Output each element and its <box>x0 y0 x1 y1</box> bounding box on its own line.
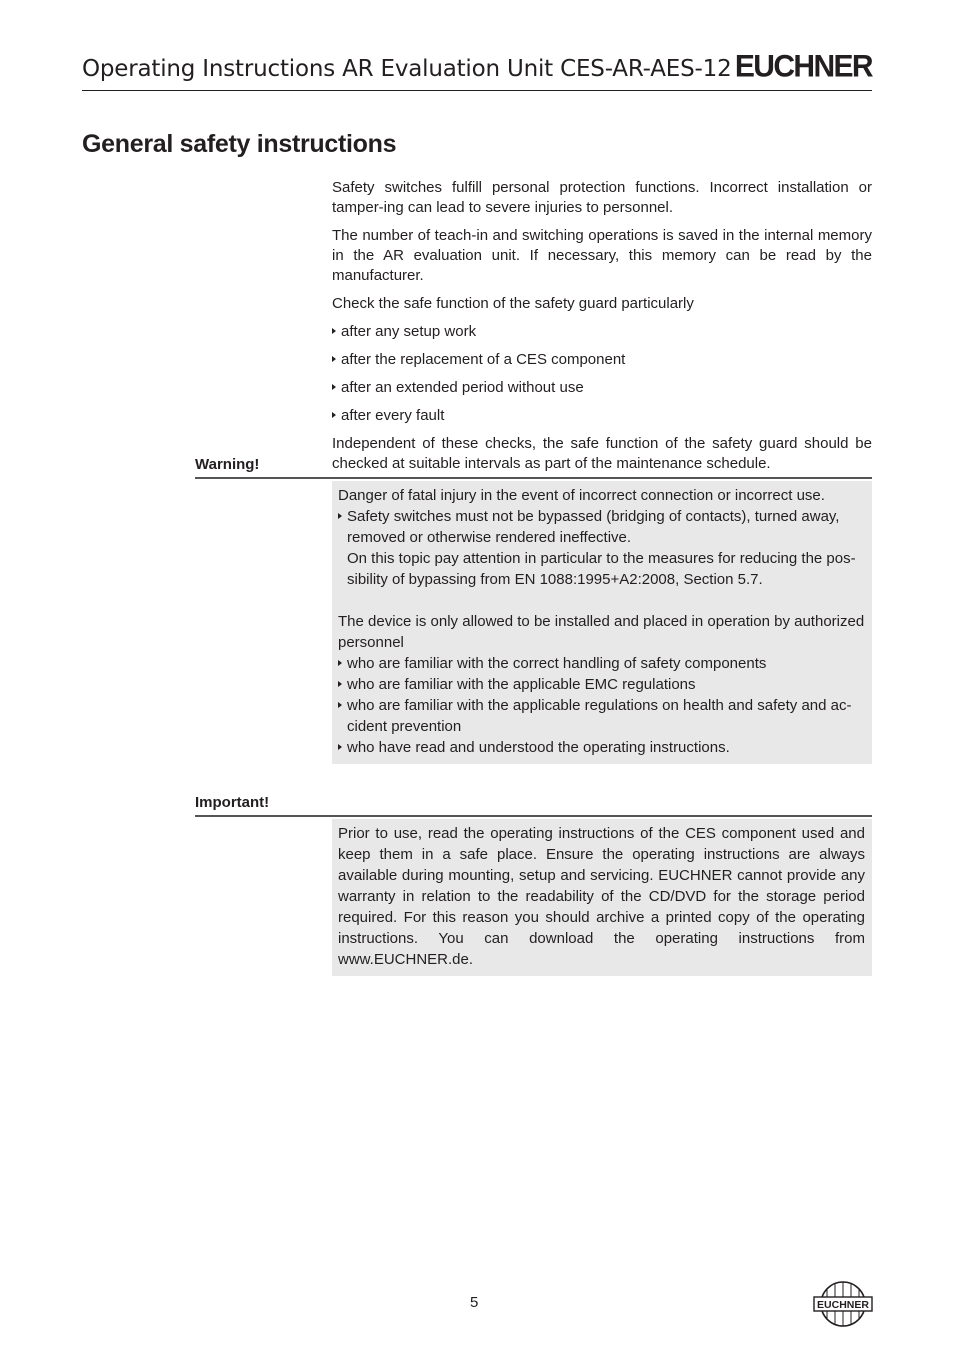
intro-text <box>332 178 872 482</box>
important-label: Important! <box>195 794 270 811</box>
warning-box <box>332 481 872 764</box>
euchner-seal-logo <box>813 1280 873 1328</box>
important-text: Prior to use, read the operating instructions of the CES component used and keep them in a safe place. Ensure the operating instructions are always available during mounting, setup and servicing. EUCHNER cannot provide any warranty in relation to the readability of the CD/DVD for the storage period required. For this reason you should archive a printed copy of the operating instructions. You can download the operating instructions from www.EUCHNER.de. <box>338 825 865 968</box>
warning-line-2: The device is only allowed to be installed and placed in operation by authorized personnel <box>338 613 865 651</box>
important-box <box>332 819 872 976</box>
section-title: General safety instructions <box>82 130 397 158</box>
seal-text: EUCHNER <box>817 1299 869 1311</box>
intro-paragraph-2: The number of teach-in and switching operations is saved in the internal memory in the AR evaluation unit. If necessary, this memory can be read by the manufacturer. <box>332 227 872 284</box>
warning-list-item: who are familiar with the applicable regulations on health and safety and ac-cident prevention <box>338 695 865 737</box>
intro-paragraph-4: Independent of these checks, the safe function of the safety guard should be checked at suitable intervals as part of the maintenance schedule. <box>332 435 872 472</box>
bullet-triangle-icon <box>338 513 342 519</box>
document-title: Operating Instructions AR Evaluation Unit CES-AR-AES-12 <box>82 56 732 82</box>
warning-list-item: who are familiar with the applicable EMC regulations <box>338 674 865 695</box>
check-list-item: after the replacement of a CES component <box>332 350 872 370</box>
warning-list-item: who are familiar with the correct handling of safety components <box>338 653 865 674</box>
check-list-item: after an extended period without use <box>332 378 872 398</box>
page-number: 5 <box>470 1294 479 1311</box>
page-header <box>82 50 872 91</box>
bullet-triangle-icon <box>332 328 336 334</box>
bullet-triangle-icon <box>338 702 342 708</box>
euchner-logo: EUCHNER <box>734 49 872 84</box>
bullet-triangle-icon <box>332 384 336 390</box>
bullet-triangle-icon <box>332 356 336 362</box>
bullet-triangle-icon <box>338 744 342 750</box>
warning-label: Warning! <box>195 456 260 473</box>
warning-bullet: Safety switches must not be bypassed (bridging of contacts), turned away, removed or otherwise rendered ineffective. On this topic pay attention in particular to the measures for reducing the pos-sibility of bypassing from EN 1088:1995+A2:2008, Section 5.7. <box>338 506 865 590</box>
warning-divider <box>195 477 872 479</box>
bullet-triangle-icon <box>338 681 342 687</box>
important-divider <box>195 815 872 817</box>
bullet-triangle-icon <box>338 660 342 666</box>
intro-paragraph-3: Check the safe function of the safety guard particularly <box>332 295 694 312</box>
check-list-item: after any setup work <box>332 322 872 342</box>
bullet-triangle-icon <box>332 412 336 418</box>
warning-line-1: Danger of fatal injury in the event of incorrect connection or incorrect use. <box>338 487 825 504</box>
warning-list-item: who have read and understood the operating instructions. <box>338 737 865 758</box>
check-list-item: after every fault <box>332 406 872 426</box>
intro-paragraph-1: Safety switches fulfill personal protection functions. Incorrect installation or tamper-ing can lead to severe injuries to personnel. <box>332 179 872 216</box>
